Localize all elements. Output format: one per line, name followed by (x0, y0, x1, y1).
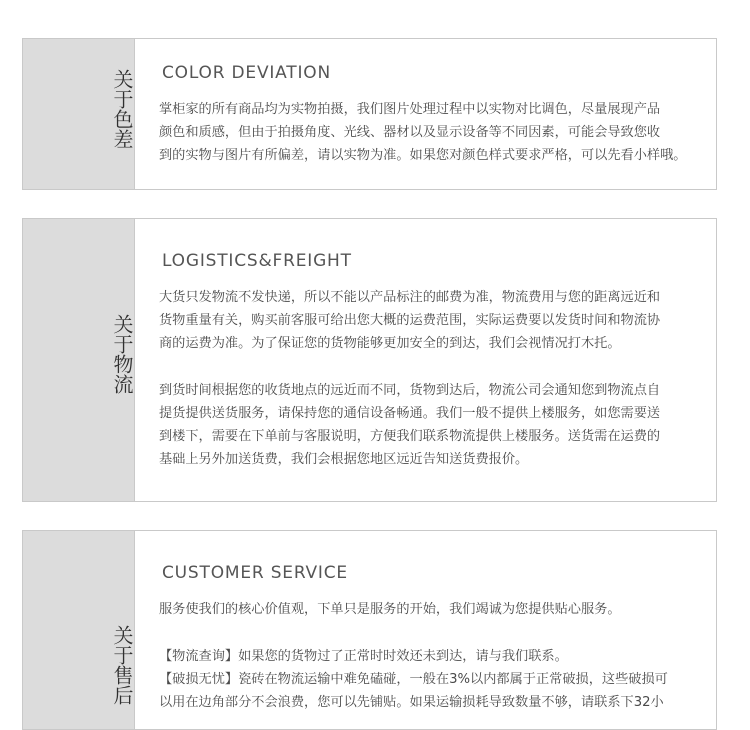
section-logistics-freight (22, 218, 717, 502)
text-line: 到的实物与图片有所偏差，请以实物为准。如果您对颜色样式要求严格，可以先看小样哦。 (159, 148, 687, 163)
section-title: CUSTOMER SERVICE (162, 563, 348, 583)
section-title: LOGISTICS&FREIGHT (162, 251, 352, 271)
text-line: 货物重量有关，购买前客服可给出您大概的运费范围，实际运费要以发货时间和物流协 (159, 313, 661, 328)
text-line: 【破损无忧】瓷砖在物流运输中难免磕碰，一般在3%以内都属于正常破损，这些破损可 (159, 672, 668, 687)
side-label: 关于售后 (110, 625, 134, 705)
side-label-panel (23, 39, 135, 189)
side-label: 关于物流 (110, 314, 134, 394)
text-line: 掌柜家的所有商品均为实物拍摄，我们图片处理过程中以实物对比调色，尽量展现产品 (159, 102, 661, 117)
section-customer-service (22, 530, 717, 730)
side-label: 关于色差 (110, 69, 134, 149)
text-line: 以用在边角部分不会浪费，您可以先铺贴。如果运输损耗导致数量不够，请联系下32小 (159, 695, 664, 710)
section-content (135, 219, 716, 501)
text-line: 颜色和质感，但由于拍摄角度、光线、器材以及显示设备等不同因素，可能会导致您收 (159, 125, 661, 140)
paragraph (159, 379, 699, 471)
paragraph (159, 286, 699, 355)
section-content (135, 39, 716, 189)
section-color-deviation (22, 38, 717, 190)
text-line: 服务使我们的核心价值观，下单只是服务的开始，我们竭诚为您提供贴心服务。 (159, 602, 621, 617)
section-content (135, 531, 716, 729)
paragraph (159, 598, 699, 621)
text-line: 到货时间根据您的收货地点的远近而不同，货物到达后，物流公司会通知您到物流点自 (159, 383, 661, 398)
side-label-panel (23, 219, 135, 501)
text-line: 【物流查询】如果您的货物过了正常时时效还未到达，请与我们联系。 (159, 649, 568, 664)
paragraph (159, 645, 699, 714)
text-line: 到楼下，需要在下单前与客服说明，方便我们联系物流提供上楼服务。送货需在运费的 (159, 429, 661, 444)
text-line: 基础上另外加送货费，我们会根据您地区远近告知送货费报价。 (159, 452, 529, 467)
side-label-panel (23, 531, 135, 729)
paragraph (159, 98, 699, 167)
text-line: 商的运费为准。为了保证您的货物能够更加安全的到达，我们会视情况打木托。 (159, 336, 621, 351)
text-line: 提货提供送货服务，请保持您的通信设备畅通。我们一般不提供上楼服务，如您需要送 (159, 406, 661, 421)
section-title: COLOR DEVIATION (162, 63, 331, 83)
text-line: 大货只发物流不发快递，所以不能以产品标注的邮费为准，物流费用与您的距离远近和 (159, 290, 661, 305)
